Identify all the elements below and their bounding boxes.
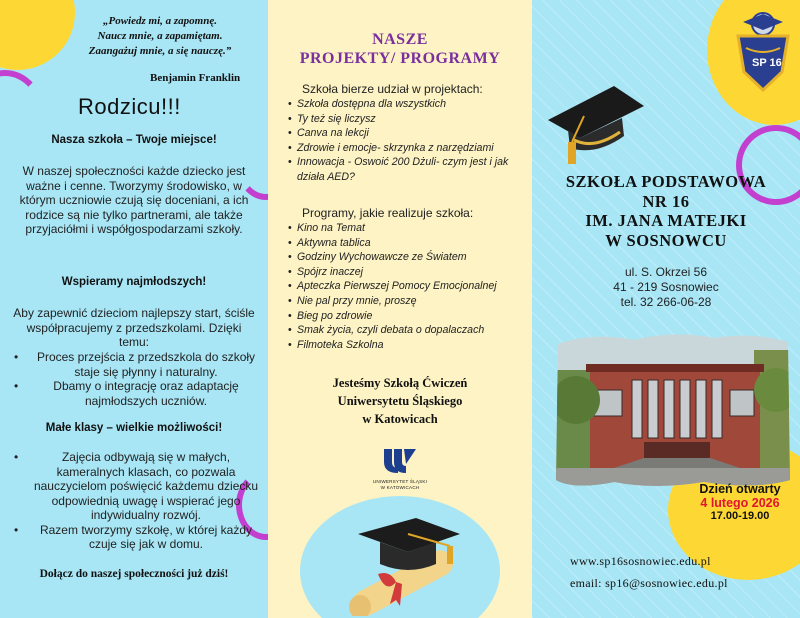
left-panel (0, 0, 268, 618)
programs-list (288, 221, 528, 352)
section-text: Aby zapewnić dzieciom najlepszy start, ściśle współpracujemy z przedszkolami. Dzięki temu: (13, 306, 255, 349)
list-item: • Szkoła dostępna dla wszystkich (288, 97, 528, 112)
name-line: IM. JANA MATEJKI (585, 211, 747, 230)
logo-caption: W KATOWICACH (380, 484, 420, 490)
right-panel (532, 0, 800, 618)
university-emblem-icon (380, 446, 420, 474)
footer-text: Dołącz do naszej społeczności już dziś! (39, 568, 229, 580)
address-line: 41 - 219 Sosnowiec (613, 280, 719, 294)
list-item: • Kino na Temat (288, 221, 528, 236)
list-item: • Razem tworzymy szkołę, w której każdy czuje się jak w domu. (10, 523, 260, 552)
partner-note (268, 374, 532, 428)
list-item: • Filmoteka Szkolna (288, 338, 528, 353)
quote-author: Benjamin Franklin (150, 72, 241, 84)
diploma-and-cap-icon (338, 512, 468, 616)
list-item: • Ty też się liczysz (288, 112, 528, 127)
note-line: Jesteśmy Szkołą Ćwiczeń (332, 376, 468, 390)
middle-panel (268, 0, 532, 618)
title-line: PROJEKTY/ PROGRAMY (299, 50, 501, 67)
programs-intro: Programy, jakie realizuje szkoła: (302, 206, 474, 220)
logo-caption: UNIWERSYTET ŚLĄSKI (372, 479, 428, 484)
phone-number: tel. 32 266-06-28 (620, 295, 712, 309)
open-day-date: 4 lutego 2026 (700, 496, 780, 510)
quote-line: Zaangażuj mnie, a się nauczę.” (88, 45, 232, 57)
open-day-hours: 17.00-19.00 (710, 510, 770, 522)
university-logo (368, 446, 432, 490)
school-building-photo (554, 330, 792, 490)
list-item: • Smak życia, czyli debata o dopalaczach (288, 323, 528, 338)
projects-intro: Szkoła bierze udział w projektach: (302, 82, 483, 96)
name-line: SZKOŁA PODSTAWOWA (565, 172, 767, 191)
benefits-list (10, 350, 260, 408)
note-line: Uniwersytetu Śląskiego (337, 394, 463, 408)
list-item: • Canva na lekcji (288, 126, 528, 141)
list-item: • Aktywna tablica (288, 236, 528, 251)
section-heading: Małe klasy – wielkie możliwości! (45, 422, 223, 434)
list-item: • Apteczka Pierwszej Pomocy Emocjonalnej (288, 279, 528, 294)
graduation-cap-icon (544, 80, 648, 180)
logo-text: SP 16 (752, 57, 782, 69)
quote-line: Naucz mnie, a zapamiętam. (97, 30, 223, 42)
address-line: ul. S. Okrzei 56 (624, 265, 708, 279)
email-link[interactable]: email: sp16@sosnowiec.edu.pl (570, 576, 728, 590)
benefits-list (10, 450, 260, 552)
list-item: • Innowacja - Oswoić 200 Dżuli- czym jest i jak działa AED? (288, 155, 528, 184)
list-item: • Nie pal przy mnie, proszę (288, 294, 528, 309)
panel-title: Rodzicu!!! (78, 94, 181, 119)
list-item: • Zdrowie i emocje- skrzynka z narzędziami (288, 141, 528, 156)
section-heading: Wspieramy najmłodszych! (61, 276, 207, 288)
school-name (532, 172, 800, 250)
school-logo (728, 10, 798, 94)
title-line: NASZE (372, 31, 428, 48)
list-item: • Spójrz inaczej (288, 265, 528, 280)
school-address (532, 265, 800, 310)
list-item: • Bieg po zdrowie (288, 309, 528, 324)
note-line: w Katowicach (362, 412, 438, 426)
panel-title (268, 30, 532, 68)
list-item: • Proces przejścia z przedszkola do szkoły staje się płynny i naturalny. (10, 350, 260, 379)
open-day-badge (680, 482, 800, 522)
projects-list (288, 97, 528, 185)
name-line: W SOSNOWCU (605, 230, 727, 250)
list-item: • Zajęcia odbywają się w małych, kameralnych klasach, co pozwala nauczycielom poświęcić każdemu dziecku odpowiednią uwagę i wspierać jego indywidualny rozwój. (10, 450, 260, 523)
website-link[interactable]: www.sp16sosnowiec.edu.pl (570, 554, 711, 568)
quote (60, 14, 260, 59)
list-item: • Dbamy o integrację oraz adaptację najmłodszych uczniów. (10, 379, 260, 408)
list-item: • Godziny Wychowawcze ze Światem (288, 250, 528, 265)
quote-line: „Powiedz mi, a zapomnę. (103, 15, 217, 27)
name-line: NR 16 (642, 191, 690, 211)
section-heading: Nasza szkoła – Twoje miejsce! (51, 134, 217, 146)
purple-ring-decoration (0, 70, 45, 160)
open-day-label: Dzień otwarty (699, 482, 781, 496)
section-text: W naszej społeczności każde dziecko jest ważne i cenne. Tworzymy środowisko, w którym uczniowie czują się doceniani, a ich rodzice są nie tylko partnerami, ale także przyjaciółmi i współgospodarzami szkoły. (19, 164, 249, 236)
